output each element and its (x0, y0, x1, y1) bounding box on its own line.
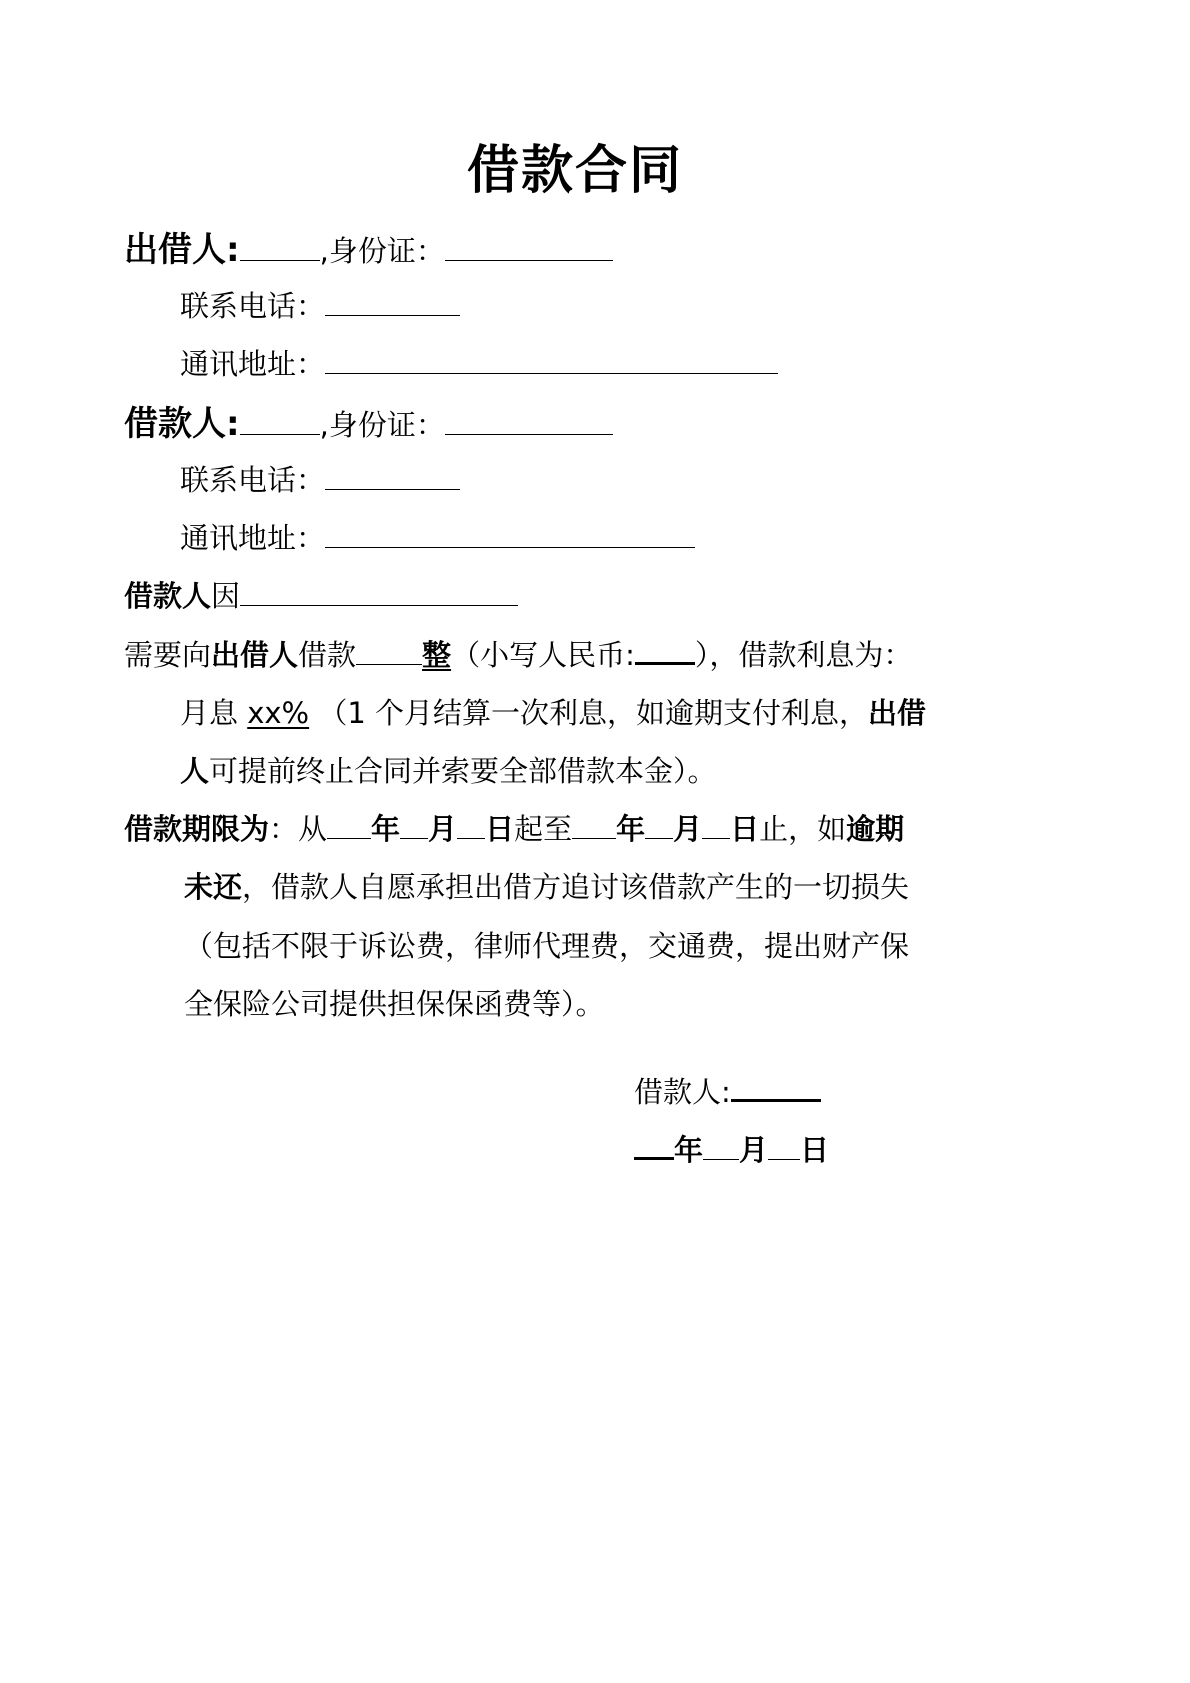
borrower-phone-blank[interactable] (325, 461, 460, 490)
borrower-id-label: ,身份证： (319, 408, 445, 442)
loan-lender-bold: 出借人 (211, 638, 299, 672)
lender-address-blank[interactable] (325, 345, 778, 374)
lender-phone-blank[interactable] (325, 287, 460, 316)
reason-row (124, 576, 518, 616)
lender-name-blank[interactable] (240, 232, 320, 261)
term-from: ：从 (269, 812, 328, 846)
term-to: 起至 (514, 812, 573, 846)
signature-month-blank[interactable] (703, 1131, 739, 1160)
signature-year: 年 (674, 1133, 704, 1167)
term-end-month: 月 (673, 812, 703, 846)
term-start-month-blank[interactable] (400, 810, 428, 839)
signature-borrower-row (634, 1071, 821, 1112)
reason-borrower-bold: 借款人 (124, 579, 212, 613)
borrower-name-blank[interactable] (240, 406, 320, 435)
interest-row-2 (180, 751, 717, 791)
loan-text-3: （小写人民币: (451, 638, 635, 672)
term-row-1 (124, 809, 904, 849)
signature-borrower-blank[interactable] (731, 1071, 821, 1102)
signature-day-blank[interactable] (768, 1131, 800, 1160)
term-start-year-blank[interactable] (327, 810, 371, 839)
borrower-row (124, 404, 613, 445)
borrower-phone-label: 联系电话： (180, 463, 326, 497)
interest-lender-bold-1: 出借 (868, 696, 927, 730)
loan-amount-row (124, 634, 912, 675)
reason-blank[interactable] (240, 577, 518, 606)
lender-phone-label: 联系电话： (180, 289, 326, 323)
term-label: 借款期限为 (124, 812, 270, 846)
borrower-address-label: 通讯地址： (180, 521, 326, 555)
signature-day: 日 (800, 1133, 830, 1167)
term-overdue-2: 未还 (184, 870, 243, 904)
interest-text-3: 可提前终止合同并索要全部借款本金）。 (209, 754, 717, 788)
interest-rate: xx% (247, 696, 310, 730)
lender-phone-row (180, 286, 460, 326)
loan-small-amount-blank[interactable] (635, 634, 695, 665)
loan-amount-blank[interactable] (356, 636, 422, 665)
interest-text-2: （1 个月结算一次利息，如逾期支付利息， (309, 696, 868, 730)
term-start-year: 年 (371, 812, 401, 846)
term-row-2 (184, 867, 909, 907)
term-text-4: 全保险公司提供担保保函费等）。 (184, 987, 605, 1021)
borrower-address-blank[interactable] (325, 519, 695, 548)
loan-text-1: 需要向 (124, 638, 212, 672)
term-end-year: 年 (616, 812, 646, 846)
term-end-year-blank[interactable] (572, 810, 616, 839)
loan-text-4: ），借款利息为： (694, 638, 913, 672)
term-start-month: 月 (428, 812, 458, 846)
reason-text: 因 (211, 579, 241, 613)
borrower-id-blank[interactable] (445, 406, 613, 435)
document-title: 借款合同 (466, 141, 683, 201)
lender-id-label: ,身份证： (319, 234, 445, 268)
lender-label: 出借人: (124, 230, 240, 270)
loan-text-2: 借款 (298, 638, 357, 672)
lender-id-blank[interactable] (445, 232, 613, 261)
signature-date-row (634, 1129, 829, 1170)
borrower-address-row (180, 518, 695, 558)
interest-row-1 (180, 693, 926, 733)
borrower-label: 借款人: (124, 404, 240, 444)
term-end-day-blank[interactable] (702, 810, 730, 839)
term-text-3: （包括不限于诉讼费，律师代理费，交通费，提出财产保 (184, 929, 910, 963)
signature-month: 月 (739, 1133, 769, 1167)
borrower-phone-row (180, 460, 460, 500)
lender-address-row (180, 344, 778, 384)
term-start-day-blank[interactable] (457, 810, 485, 839)
signature-year-blank[interactable] (634, 1129, 674, 1160)
term-row-3 (184, 926, 909, 966)
loan-zheng: 整 (422, 638, 452, 672)
term-overdue-1: 逾期 (846, 812, 905, 846)
interest-lender-bold-2: 人 (180, 754, 210, 788)
term-end-month-blank[interactable] (645, 810, 673, 839)
interest-text-1: 月息 (180, 696, 248, 730)
term-stop: 止，如 (759, 812, 847, 846)
lender-row (124, 230, 613, 271)
term-row-4 (184, 984, 605, 1024)
term-start-day: 日 (485, 812, 515, 846)
signature-borrower-label: 借款人: (634, 1075, 731, 1109)
term-text-2: ，借款人自愿承担出借方追讨该借款产生的一切损失 (242, 870, 910, 904)
lender-address-label: 通讯地址： (180, 347, 326, 381)
term-end-day: 日 (730, 812, 760, 846)
